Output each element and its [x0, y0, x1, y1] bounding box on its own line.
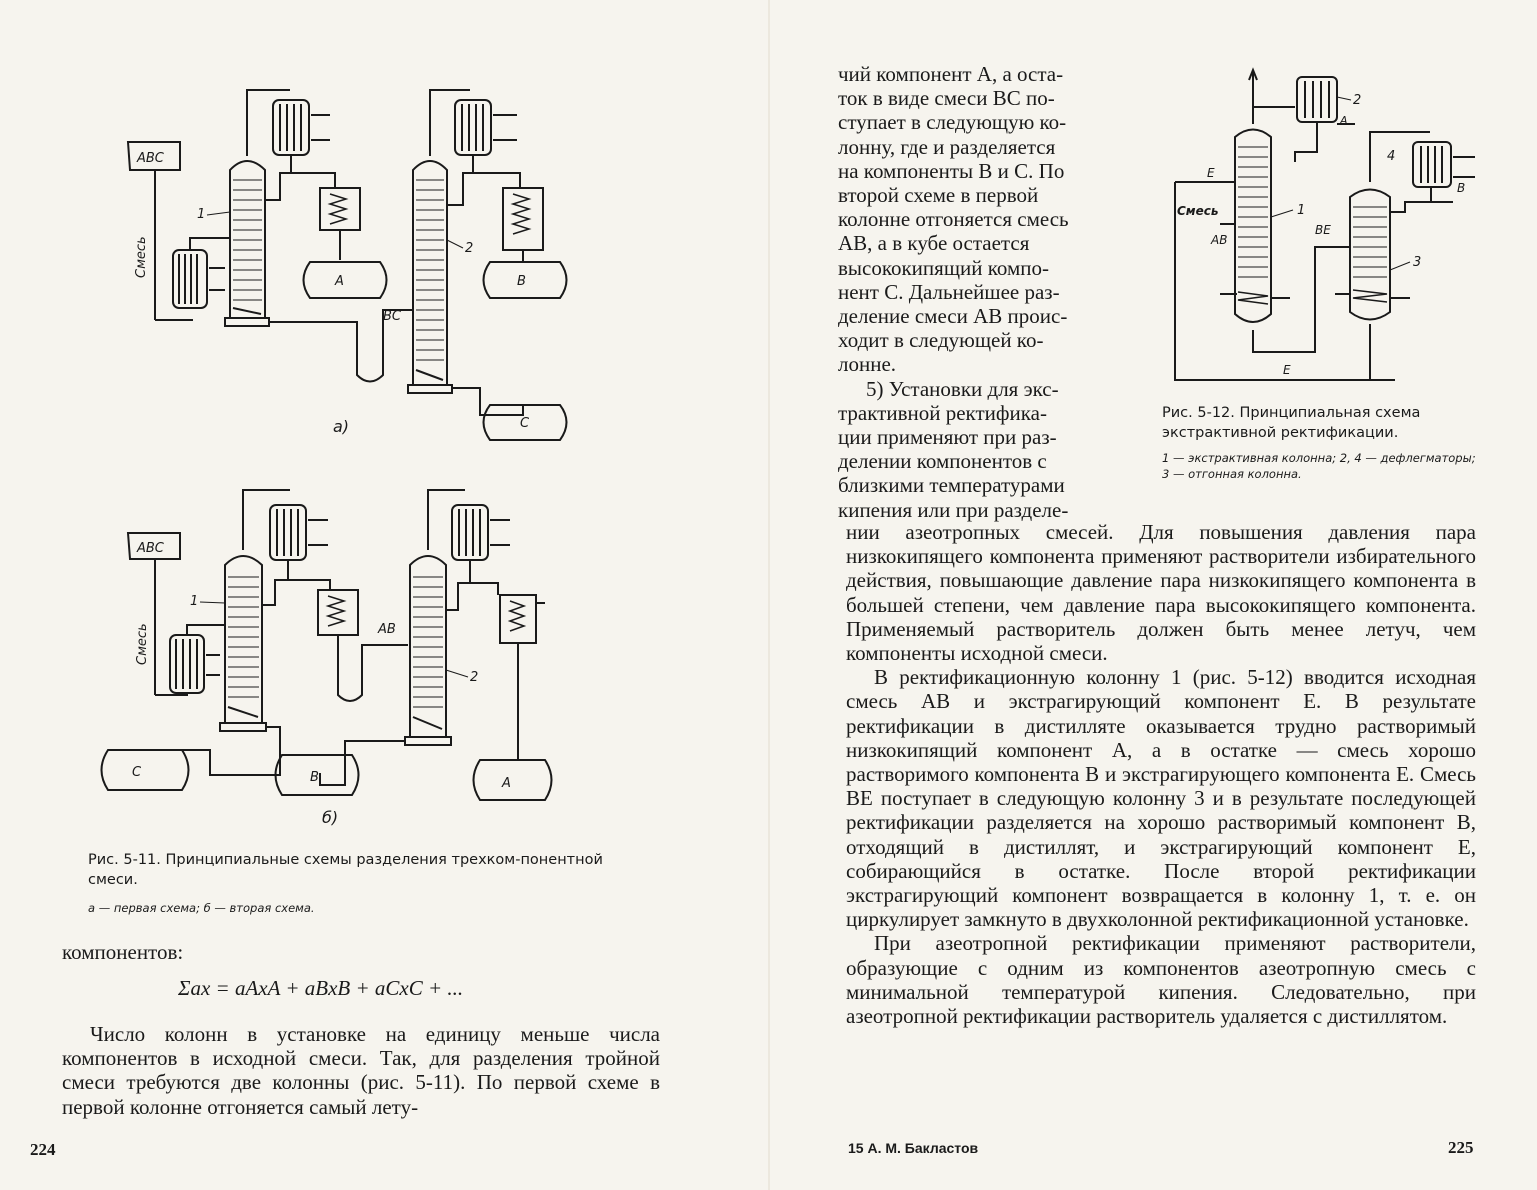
fig512-label-b: B — [1457, 181, 1466, 195]
page-number-right: 225 — [1448, 1138, 1474, 1157]
wrap-line: делении компонентов с — [838, 449, 1047, 474]
fig512-label-e-bottom: E — [1283, 363, 1291, 377]
right-main-text — [846, 520, 1476, 1028]
wrap-line: ции применяют при раз- — [838, 425, 1057, 450]
figure-5-11-caption: Рис. 5-11. Принципиальные схемы разделения трехком-понентной смеси. — [88, 852, 603, 888]
page-number-left: 224 — [30, 1140, 56, 1159]
figure-5-12 — [1165, 62, 1485, 392]
right-paragraph-1: нии азеотропных смесей. Для повышения давления пара низкокипящего компонента применяют растворители избирательного действия, повышающие давление пара низкокипящего компонента в большей степени, чем давление пара высококипящего компонента. Применяемый растворитель должен быть менее летуч, чем компоненты исходной смеси. — [846, 520, 1476, 666]
wrap-line: колонне отгоняется смесь — [838, 207, 1069, 232]
figure-5-12-legend: 1 — экстрактивная колонна; 2, 4 — дефлегматоры; 3 — отгонная колонна. — [1162, 451, 1476, 481]
column-2-label: 2 — [465, 241, 474, 256]
fig512-num-2: 2 — [1353, 93, 1362, 108]
product-2-label: B — [517, 274, 526, 289]
fig512-num-1: 1 — [1297, 203, 1306, 218]
product-2-label: B — [310, 770, 319, 785]
wrap-line: на компоненты B и C. По — [838, 158, 1065, 183]
left-paragraph — [62, 1022, 660, 1119]
fig512-label-e-top: E — [1207, 166, 1215, 180]
fig512-label-be: BE — [1315, 223, 1331, 237]
wrap-line: чий компонент A, а оста- — [838, 62, 1064, 86]
figure-5-11-legend: а — первая схема; б — вторая схема. — [88, 901, 315, 915]
wrap-line: второй схеме в первой — [838, 183, 1039, 208]
wrap-line: высококипящий компо- — [838, 255, 1049, 280]
feed-label: Смесь — [134, 236, 149, 278]
fig512-label-ab: AB — [1211, 233, 1228, 247]
mid-stream-label: AB — [378, 622, 396, 637]
left-paragraph-text: Число колонн в установке на единицу меньше числа компонентов в исходной смеси. Так, для разделения тройной смеси требуются две колонны (рис. 5-11). По первой схеме в первой колонне отгоняется самый лету- — [62, 1022, 660, 1119]
lead-in-text: компонентов: — [62, 940, 184, 964]
feed-tank-label: ABC — [137, 151, 164, 166]
wrap-line: деление смеси AB проис- — [838, 304, 1068, 329]
column-2-label: 2 — [470, 670, 479, 685]
wrap-line: AB, а в кубе остается — [838, 231, 1030, 256]
product-3-label: A — [502, 776, 511, 791]
mid-stream-label: BC — [383, 309, 401, 324]
fig512-label-a: A — [1340, 114, 1348, 127]
column-1-label: 1 — [190, 594, 199, 609]
product-1-label: A — [335, 274, 344, 289]
right-paragraph-3: При азеотропной ректификации применяют растворители, образующие с одним из компонентов азеотропную смесь с минимальной температурой кипения. Следовательно, при азеотропной ректификации растворитель удаляется с дистиллятом. — [846, 931, 1476, 1029]
wrap-line: лонну, где и разделяется — [838, 134, 1056, 159]
feed-tank-label: ABC — [137, 541, 164, 556]
wrap-line: кипения или при разделе- — [838, 497, 1069, 522]
footer-signature: 15 А. М. Бакластов — [848, 1140, 979, 1156]
wrap-line: ток в виде смеси BC по- — [838, 86, 1055, 111]
figure-5-11a — [125, 70, 585, 450]
fig512-num-3: 3 — [1413, 255, 1422, 270]
product-3-label: C — [520, 416, 530, 431]
wrap-line: близкими температурами — [838, 473, 1065, 498]
wrap-line: лонне. — [838, 352, 897, 377]
figure-5-11b — [90, 485, 580, 830]
right-paragraph-2: В ректификационную колонну 1 (рис. 5-12) вводится исходная смесь AB и экстрагирующий компонент E. В результате ректификации в дистилляте оказывается трудно растворимый низкокипящий компонент A, а в остатке — смесь хорошо растворимого компонента B и экстрагирующего компонента E. Смесь BE поступает в следующую колонну 3 и в результате последующей ректификации разделяется на хорошо растворимый компонент B, отходящий в дистиллят, и экстрагирующий компонент E, собирающийся в остатке. После второй ректификации экстрагирующий компонент возвращается в колонну 1, т. е. он циркулирует замкнуто в двухколонной ректификационной установке. — [846, 665, 1476, 932]
fig512-label-smes: Смесь — [1177, 204, 1219, 218]
figure-sublabel-a: а) — [333, 417, 350, 436]
fig512-num-4: 4 — [1387, 149, 1396, 164]
figure-sublabel-b: б) — [322, 808, 339, 827]
page-gutter — [768, 0, 770, 1190]
right-wrap-column — [838, 62, 1126, 522]
wrap-line: нент C. Дальнейшее раз- — [838, 279, 1060, 304]
feed-label: Смесь — [135, 623, 150, 665]
wrap-line: трактивной ректифика- — [838, 400, 1047, 425]
formula: Σax = aAxA + aBxB + aCxC + ... — [178, 976, 464, 1000]
figure-5-12-caption: Рис. 5-12. Принципиальная схема экстрактивной ректификации. — [1162, 405, 1421, 441]
column-1-label: 1 — [197, 207, 206, 222]
wrap-line: ходит в следующей ко- — [838, 328, 1044, 353]
wrap-line: ступает в следующую ко- — [838, 110, 1067, 135]
product-1-label: C — [132, 765, 142, 780]
wrap-line: 5) Установки для экс- — [866, 376, 1059, 401]
